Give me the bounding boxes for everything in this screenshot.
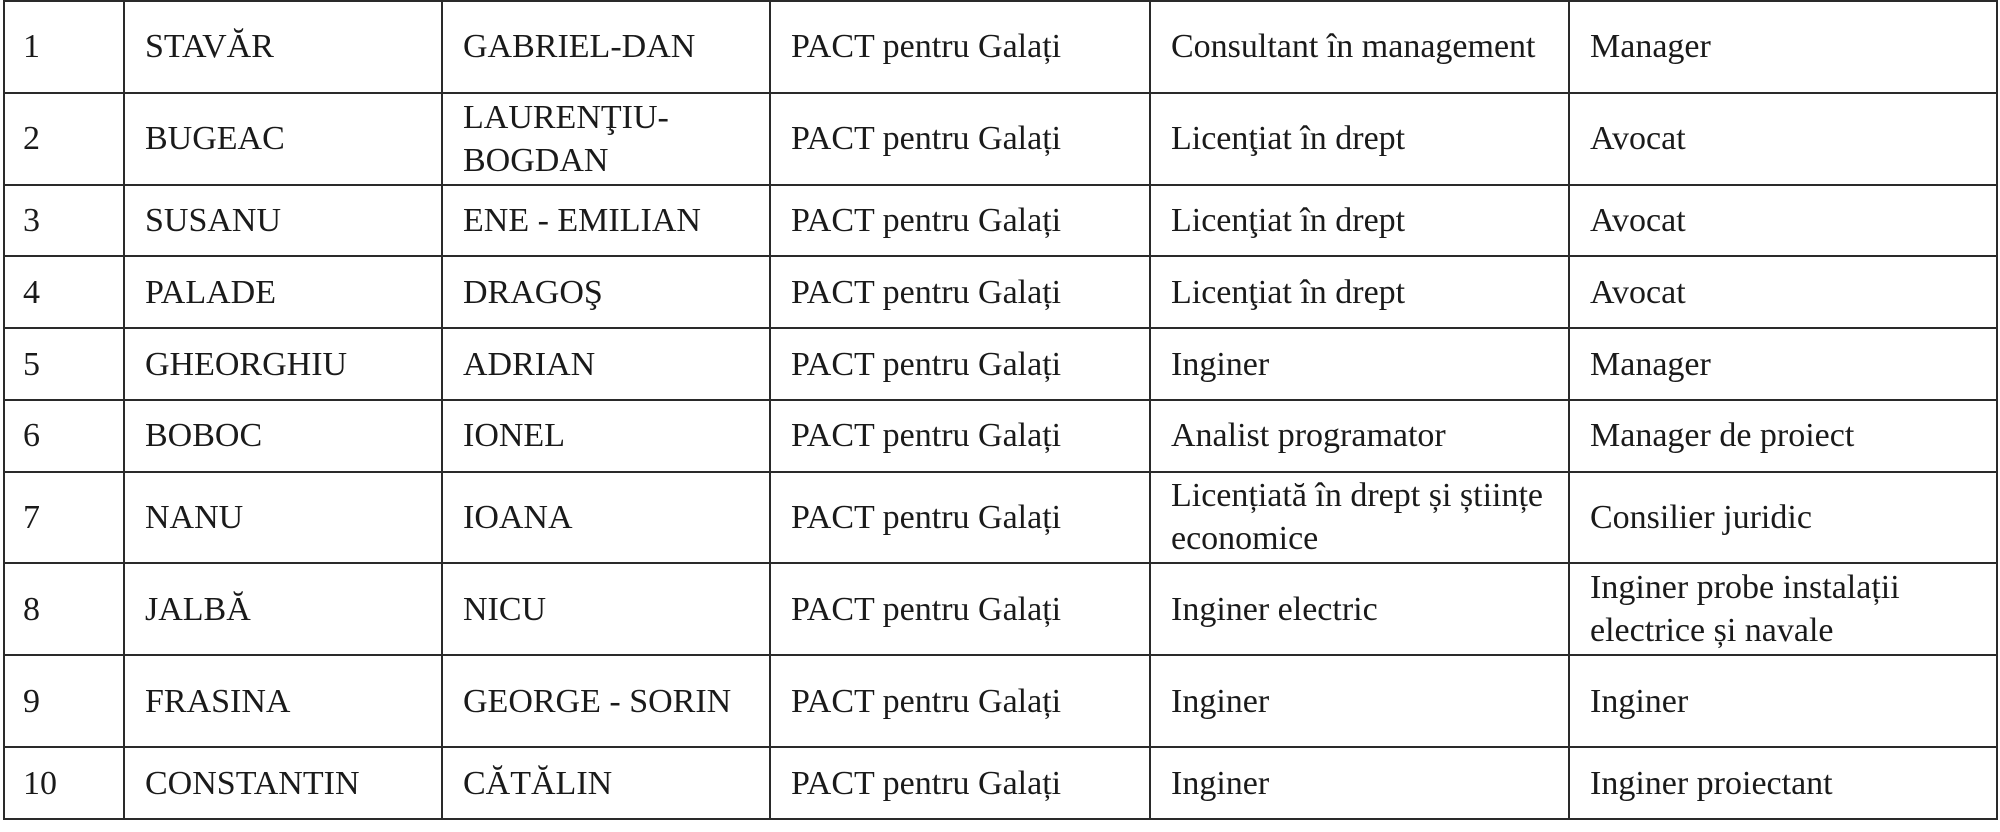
row-number-cell: 5 xyxy=(4,328,124,400)
party-cell: PACT pentru Galați xyxy=(770,1,1150,93)
party-cell: PACT pentru Galați xyxy=(770,328,1150,400)
row-number-cell: 6 xyxy=(4,400,124,472)
row-number-cell: 4 xyxy=(4,256,124,328)
row-number-cell: 8 xyxy=(4,563,124,655)
last-name-cell: JALBĂ xyxy=(124,563,442,655)
table-row xyxy=(4,256,1997,328)
profession-cell: Licenţiat în drept xyxy=(1150,93,1569,185)
last-name-cell: BUGEAC xyxy=(124,93,442,185)
row-number-cell: 7 xyxy=(4,472,124,564)
first-name-cell: IONEL xyxy=(442,400,770,472)
last-name-cell: NANU xyxy=(124,472,442,564)
last-name-cell: FRASINA xyxy=(124,655,442,747)
party-cell: PACT pentru Galați xyxy=(770,747,1150,819)
party-cell: PACT pentru Galați xyxy=(770,185,1150,257)
profession-cell: Licenţiat în drept xyxy=(1150,256,1569,328)
first-name-cell: GEORGE - SORIN xyxy=(442,655,770,747)
last-name-cell: STAVĂR xyxy=(124,1,442,93)
party-cell: PACT pentru Galați xyxy=(770,563,1150,655)
last-name-cell: SUSANU xyxy=(124,185,442,257)
profession-cell: Consultant în management xyxy=(1150,1,1569,93)
occupation-cell: Inginer probe instalații electrice și navale xyxy=(1569,563,1997,655)
party-cell: PACT pentru Galați xyxy=(770,655,1150,747)
profession-cell: Licențiată în drept și științe economice xyxy=(1150,472,1569,564)
last-name-cell: CONSTANTIN xyxy=(124,747,442,819)
first-name-cell: CĂTĂLIN xyxy=(442,747,770,819)
occupation-cell: Consilier juridic xyxy=(1569,472,1997,564)
first-name-cell: GABRIEL-DAN xyxy=(442,1,770,93)
party-cell: PACT pentru Galați xyxy=(770,472,1150,564)
candidates-table-body xyxy=(4,1,1997,819)
occupation-cell: Manager xyxy=(1569,1,1997,93)
row-number-cell: 1 xyxy=(4,1,124,93)
occupation-cell: Avocat xyxy=(1569,93,1997,185)
party-cell: PACT pentru Galați xyxy=(770,93,1150,185)
occupation-cell: Avocat xyxy=(1569,256,1997,328)
occupation-cell: Manager de proiect xyxy=(1569,400,1997,472)
row-number-cell: 10 xyxy=(4,747,124,819)
table-row xyxy=(4,563,1997,655)
profession-cell: Analist programator xyxy=(1150,400,1569,472)
table-row xyxy=(4,747,1997,819)
occupation-cell: Avocat xyxy=(1569,185,1997,257)
profession-cell: Inginer electric xyxy=(1150,563,1569,655)
occupation-cell: Inginer proiectant xyxy=(1569,747,1997,819)
first-name-cell: ENE - EMILIAN xyxy=(442,185,770,257)
profession-cell: Inginer xyxy=(1150,328,1569,400)
first-name-cell: NICU xyxy=(442,563,770,655)
table-row xyxy=(4,185,1997,257)
last-name-cell: GHEORGHIU xyxy=(124,328,442,400)
party-cell: PACT pentru Galați xyxy=(770,256,1150,328)
table-row xyxy=(4,400,1997,472)
occupation-cell: Manager xyxy=(1569,328,1997,400)
last-name-cell: PALADE xyxy=(124,256,442,328)
profession-cell: Licenţiat în drept xyxy=(1150,185,1569,257)
row-number-cell: 3 xyxy=(4,185,124,257)
table-row xyxy=(4,328,1997,400)
occupation-cell: Inginer xyxy=(1569,655,1997,747)
candidates-table xyxy=(3,0,1998,820)
table-row xyxy=(4,93,1997,185)
row-number-cell: 9 xyxy=(4,655,124,747)
table-row xyxy=(4,1,1997,93)
table-row xyxy=(4,655,1997,747)
row-number-cell: 2 xyxy=(4,93,124,185)
first-name-cell: IOANA xyxy=(442,472,770,564)
last-name-cell: BOBOC xyxy=(124,400,442,472)
profession-cell: Inginer xyxy=(1150,655,1569,747)
first-name-cell: DRAGOŞ xyxy=(442,256,770,328)
table-row xyxy=(4,472,1997,564)
first-name-cell: LAURENŢIU-BOGDAN xyxy=(442,93,770,185)
party-cell: PACT pentru Galați xyxy=(770,400,1150,472)
first-name-cell: ADRIAN xyxy=(442,328,770,400)
profession-cell: Inginer xyxy=(1150,747,1569,819)
